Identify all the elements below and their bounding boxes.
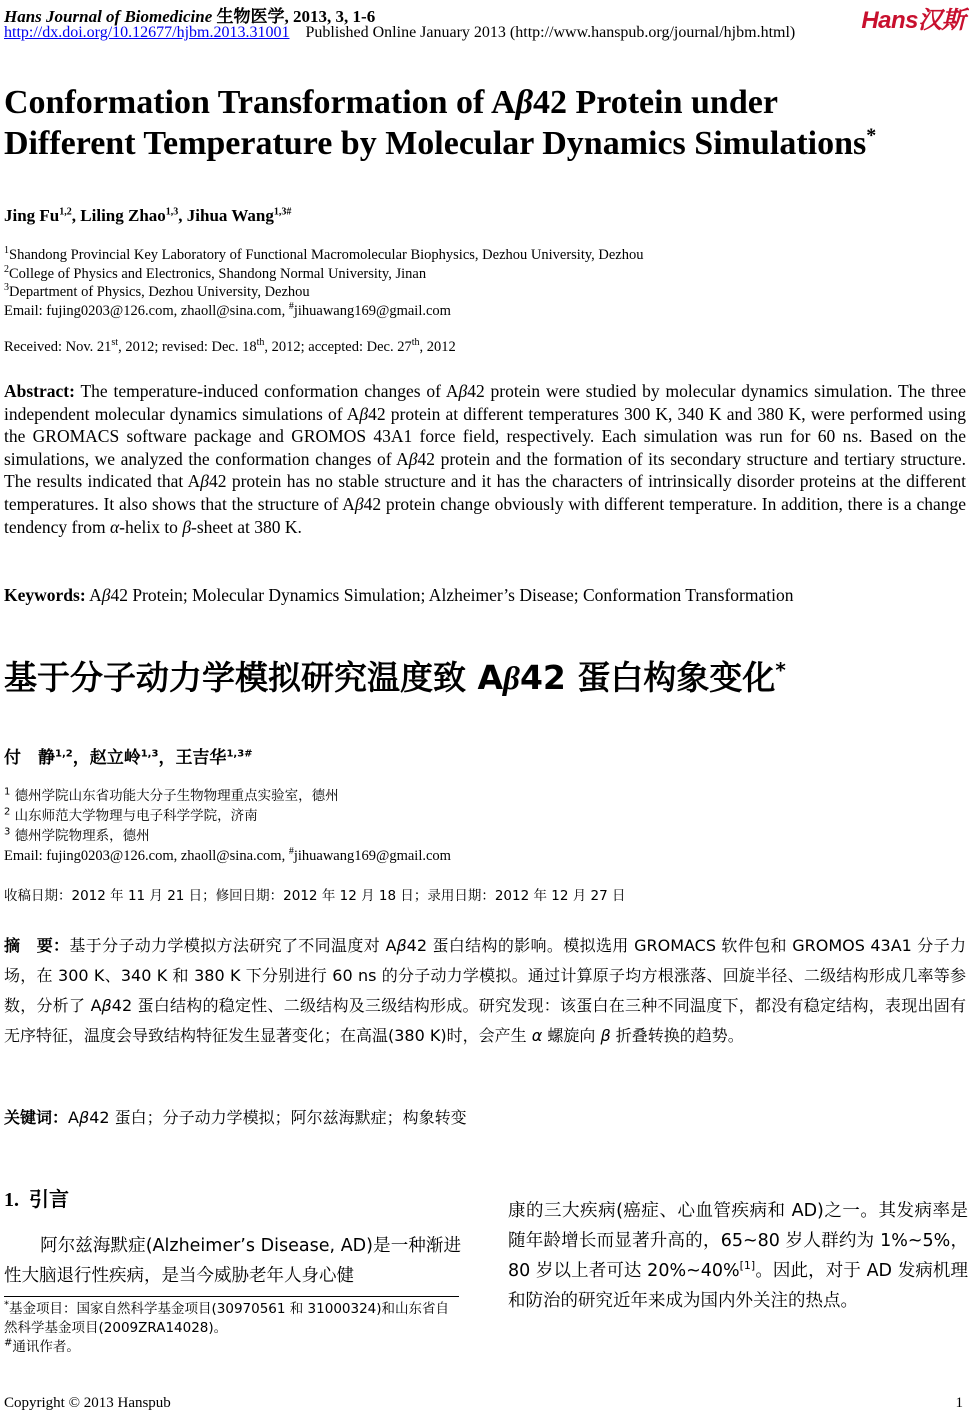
title-text: Conformation Transformation of A <box>4 84 516 121</box>
received-text: , 2012 <box>419 339 456 355</box>
affiliation-num: 2 <box>4 263 9 275</box>
author-sep: , <box>71 206 81 225</box>
paper-title-en <box>4 82 964 164</box>
affiliation <box>4 826 451 846</box>
author: 赵立岭 <box>89 748 141 768</box>
journal-name-cn: 生物医学 <box>216 7 285 27</box>
received-sup: th <box>411 337 420 349</box>
abstract-en <box>4 380 966 538</box>
title-text: Different Temperature by Molecular Dynamics Simulations <box>4 125 867 162</box>
footnote-fund <box>4 1300 461 1338</box>
email-text: jihuawang169@gmail.com <box>293 848 451 864</box>
title-cn-text: 基于分子动力学模拟研究温度致 A <box>4 658 504 697</box>
email-text: Email: fujing0203@126.com, zhaoll@sina.com, <box>4 848 289 864</box>
affiliation-text: College of Physics and Electronics, Shandong Normal University, Jinan <box>9 265 427 282</box>
abstract-text: The temperature-induced conformation changes of A <box>74 381 459 401</box>
author: Liling Zhao <box>80 206 166 225</box>
abstract-text: 42 protein and the formation of its secondary structure and tertiary structure. The results indicated that A <box>4 448 966 492</box>
abstract-cn-text: 42 蛋白结构的影响。模拟选用 GROMACS 软件包和 GROMOS 43A1 分子力场，在 300 K、340 K 和 380 K 下分别进行 60 ns 的分子动力学模拟。通过计算原子均方根涨落、回旋半径、二级结构形成几率等参数，分析了 A <box>4 936 966 1015</box>
affiliation-num: 1 <box>4 245 9 257</box>
keywords-cn-label: 关键词： <box>4 1108 69 1127</box>
abstract-text: -helix to <box>119 516 183 537</box>
header-line2 <box>4 24 795 42</box>
abstract-text: 42 protein at different temperatures 300 K, 340 K and 380 K, were performed using the GROMACS software package and GROMOS 43A1 force field, respectively. Each simulation was run for 60 ns. Based on the simulations, we analyzed the conformation changes of A <box>4 403 966 469</box>
footnote-corresponding <box>4 1338 461 1357</box>
affiliation-text: Shandong Provincial Key Laboratory of Functional Macromolecular Biophysics, Dezhou University, Dezhou <box>9 247 644 263</box>
title-beta: β <box>515 84 533 121</box>
keywords-text: 42 Protein; Molecular Dynamics Simulation; Alzheimer’s Disease; Conformation Transformation <box>110 585 794 605</box>
affiliation <box>4 806 451 826</box>
footnote-mark: * <box>4 1299 9 1311</box>
abstract-cn <box>4 931 966 1051</box>
keywords-cn-text: A <box>68 1108 79 1127</box>
beta-symbol: β <box>408 448 418 469</box>
alpha-symbol: α <box>109 516 120 537</box>
received-text: , 2012; revised: Dec. 18 <box>118 339 257 355</box>
journal-name: Hans Journal of Biomedicine <box>4 7 213 26</box>
affiliation-num: 2 <box>4 806 11 818</box>
beta-symbol: β <box>101 585 111 605</box>
section-number: 1. <box>4 1189 19 1211</box>
affiliation-num: 3 <box>4 282 9 294</box>
footnote-mark: # <box>4 1337 13 1349</box>
affiliation <box>4 283 644 302</box>
received-text: Received: Nov. 21 <box>4 339 112 355</box>
author-sup: 1,3 <box>140 748 159 760</box>
affiliation <box>4 265 644 284</box>
title-footnote-mark: * <box>775 658 786 682</box>
keywords-en <box>4 584 966 607</box>
author-sup: 1,2 <box>55 748 73 760</box>
authors-en <box>4 206 291 226</box>
footnotes <box>4 1300 461 1357</box>
received-sup: th <box>256 337 265 349</box>
doi-link[interactable]: http://dx.doi.org/10.12677/hjbm.2013.31001 <box>4 24 290 41</box>
footnote-text: 通讯作者。 <box>12 1339 80 1355</box>
intro-left-column <box>4 1231 461 1291</box>
received-dates-en <box>4 339 456 356</box>
abstract-text: 42 protein change obviously with different temperature. In addition, there is a change tendency from <box>4 493 966 537</box>
received-dates-cn: 收稿日期：2012 年 11 月 21 日；修回日期：2012 年 12 月 18 日；录用日期：2012 年 12 月 27 日 <box>4 888 626 904</box>
affiliation-text: 山东师范大学物理与电子科学学院，济南 <box>14 808 258 824</box>
affiliation-text: 德州学院山东省功能大分子生物物理重点实验室，德州 <box>14 788 339 804</box>
affiliations-cn <box>4 786 451 866</box>
abstract-cn-text: 基于分子动力学模拟方法研究了不同温度对 A <box>69 936 397 955</box>
beta-symbol: β <box>101 996 112 1015</box>
citation-ref[interactable]: [1] <box>739 1259 756 1273</box>
title-text: 42 Protein under <box>532 84 778 121</box>
author-sep: , <box>178 206 187 225</box>
affiliation-text: 德州学院物理系，德州 <box>14 828 150 844</box>
page-number: 1 <box>955 1395 963 1411</box>
received-sup: st <box>111 337 119 349</box>
email-line <box>4 302 644 321</box>
beta-symbol: β <box>78 1108 90 1127</box>
alpha-symbol: α <box>531 1026 543 1045</box>
email-line <box>4 846 451 866</box>
keywords-label: Keywords: <box>4 585 86 605</box>
author-sep: ， <box>158 748 176 768</box>
abstract-cn-text: 螺旋向 <box>542 1026 601 1045</box>
author-sup: 1,3 <box>165 206 179 218</box>
section-title: 引言 <box>29 1187 69 1211</box>
published-online: Published Online January 2013 (http://www.hanspub.org/journal/hjbm.html) <box>305 24 796 41</box>
beta-symbol: β <box>182 516 192 537</box>
intro-right-column <box>508 1196 968 1316</box>
intro-text: 。因此，对于 AD 发病机理和防治的研究近年来成为国内外关注的热点。 <box>508 1261 968 1311</box>
beta-symbol: β <box>600 1026 611 1045</box>
intro-text: 康的三大疾病(癌症、心血管疾病和 AD)之一。其发病率是随年龄增长而显著升高的，65~80 岁人群约为 1%~5%，80 岁以上者可达 20%~40% <box>508 1201 968 1281</box>
keywords-text: A <box>85 585 102 605</box>
copyright: Copyright © 2013 Hanspub <box>4 1395 171 1411</box>
abstract-text: 42 protein were studied by molecular dynamics simulation. The three independent molecular dynamics simulations of A <box>4 381 966 424</box>
email-mark: # <box>288 300 294 312</box>
authors-cn <box>4 743 253 768</box>
received-text: , 2012; accepted: Dec. 27 <box>264 339 412 355</box>
keywords-cn <box>4 1107 966 1130</box>
beta-symbol: β <box>200 471 209 492</box>
abstract-text: 42 protein has no stable structure and it has the characters of intrinsically disorder proteins at the different temperatures. It also shows that the structure of A <box>4 471 967 514</box>
author: 王吉华 <box>175 748 227 768</box>
author: 付 静 <box>4 748 55 768</box>
affiliation-num: 3 <box>4 826 11 838</box>
beta-symbol: β <box>503 661 520 697</box>
journal-citation: , 2013, 3, 1-6 <box>284 7 376 26</box>
title-footnote-mark: * <box>866 124 877 147</box>
abstract-label: Abstract: <box>4 381 75 401</box>
email-mark: # <box>288 846 294 858</box>
paper-title-cn <box>4 652 786 699</box>
author-sep: ， <box>72 748 90 768</box>
footnote-text: 基金项目：国家自然科学基金项目(30970561 和 31000324)和山东省自然科学基金项目(2009ZRA14028)。 <box>4 1301 450 1336</box>
abstract-cn-label: 摘 要： <box>4 936 70 955</box>
affiliations-en <box>4 246 644 320</box>
author: Jihua Wang <box>186 206 274 225</box>
affiliation <box>4 786 451 806</box>
affiliation <box>4 246 644 265</box>
section-heading <box>4 1183 69 1212</box>
abstract-cn-text: 42 蛋白结构的稳定性、二级结构及三级结构形成。研究发现：该蛋白在三种不同温度下，都没有稳定结构，表现出固有无序特征，温度会导致结构特征发生显著变化；在高温(380 K)时，会产生 <box>4 996 966 1045</box>
beta-symbol: β <box>359 403 369 424</box>
abstract-cn-text: 折叠转换的趋势。 <box>610 1026 744 1045</box>
affiliation-num: 1 <box>4 786 11 798</box>
email-text: Email: fujing0203@126.com, zhaoll@sina.com, <box>4 302 289 319</box>
title-cn-text: 42 蛋白构象变化 <box>519 658 776 697</box>
author-sup: 1,3# <box>273 206 292 218</box>
intro-text: 阿尔兹海默症(Alzheimer’s Disease, AD)是一种渐进性大脑退行性疾病，是当今威胁老年人身心健 <box>4 1236 461 1286</box>
beta-symbol: β <box>458 381 468 401</box>
email-text: jihuawang169@gmail.com <box>293 302 451 319</box>
abstract-text: -sheet at 380 K. <box>191 516 302 537</box>
keywords-cn-text: 42 蛋白；分子动力学模拟；阿尔兹海默症；构象转变 <box>89 1108 467 1127</box>
author-sup: 1,3# <box>226 748 253 760</box>
author: Jing Fu <box>4 206 60 225</box>
beta-symbol: β <box>396 936 407 955</box>
footnote-divider <box>4 1296 459 1297</box>
affiliation-text: Department of Physics, Dezhou University, Dezhou <box>9 284 310 300</box>
beta-symbol: β <box>354 493 364 514</box>
hans-logo: Hans汉斯 <box>861 7 965 34</box>
author-sup: 1,2 <box>59 206 72 218</box>
